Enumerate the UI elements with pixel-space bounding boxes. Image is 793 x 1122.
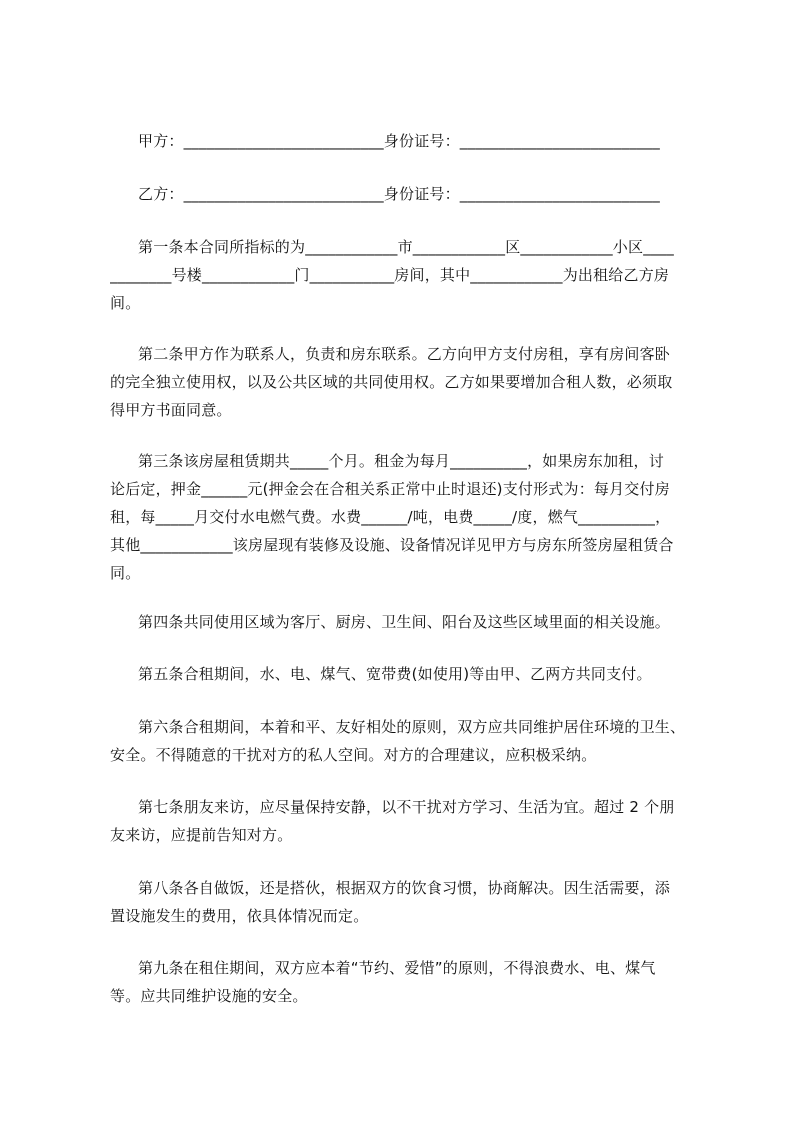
article-3-line-1: 第三条该房屋租赁期共_____个月。租金为每月__________，如果房东加租，讨 [138,452,664,470]
article-1-line-2: ________号楼____________门___________房间，其中____________为出租给乙方房 [110,266,670,284]
article-9-line-2: 等。应共同维护设施的安全。 [110,987,308,1005]
article-1-line-3: 间。 [110,294,141,312]
article-1-line-1: 第一条本合同所指标的为____________市____________区____________小区____ [138,238,675,256]
article-4-line-1: 第四条共同使用区域为客厅、厨房、卫生间、阳台及这些区域里面的相关设施。 [138,613,671,631]
article-9-line-1: 第九条在租住期间，双方应本着“节约、爱惜”的原则，不得浪费水、电、煤气 [138,959,656,977]
article-7-line-1: 第七条朋友来访，应尽量保持安静，以不干扰对方学习、生活为宜。超过 2 个朋 [138,798,675,816]
article-8-line-2: 置设施发生的费用，依具体情况而定。 [110,907,369,925]
article-2-line-1: 第二条甲方作为联系人，负责和房东联系。乙方向甲方支付房租，享有房间客卧 [138,345,671,363]
party-a-line: 甲方：__________________________身份证号：__________________________ [138,132,661,150]
party-b-line: 乙方：__________________________身份证号：__________________________ [138,185,661,203]
article-3-line-3: 租，每_____月交付水电燃气费。水费______/吨，电费_____/度，燃气__________， [110,508,671,526]
article-7-line-2: 友来访，应提前告知对方。 [110,826,293,844]
article-6-line-2: 安全。不得随意的干扰对方的私人空间。对方的合理建议，应积极采纳。 [110,746,597,764]
article-2-line-2: 的完全独立使用权，以及公共区域的共同使用权。乙方如果要增加合租人数，必须取 [110,373,673,391]
article-5-line-1: 第五条合租期间，水、电、煤气、宽带费(如使用)等由甲、乙两方共同支付。 [138,665,652,683]
article-2-line-3: 得甲方书面同意。 [110,401,232,419]
article-6-line-1: 第六条合租期间，本着和平、友好相处的原则，双方应共同维护居住环境的卫生、 [138,718,686,736]
article-8-line-1: 第八条各自做饭，还是搭伙，根据双方的饮食习惯，协商解决。因生活需要，添 [138,879,671,897]
article-3-line-4: 其他____________该房屋现有装修及设施、设备情况详见甲方与房东所签房屋租赁合 [110,536,674,554]
article-3-line-2: 论后定，押金______元(押金会在合租关系正常中止时退还)支付形式为：每月交付房 [110,480,670,498]
article-3-line-5: 同。 [110,564,141,582]
